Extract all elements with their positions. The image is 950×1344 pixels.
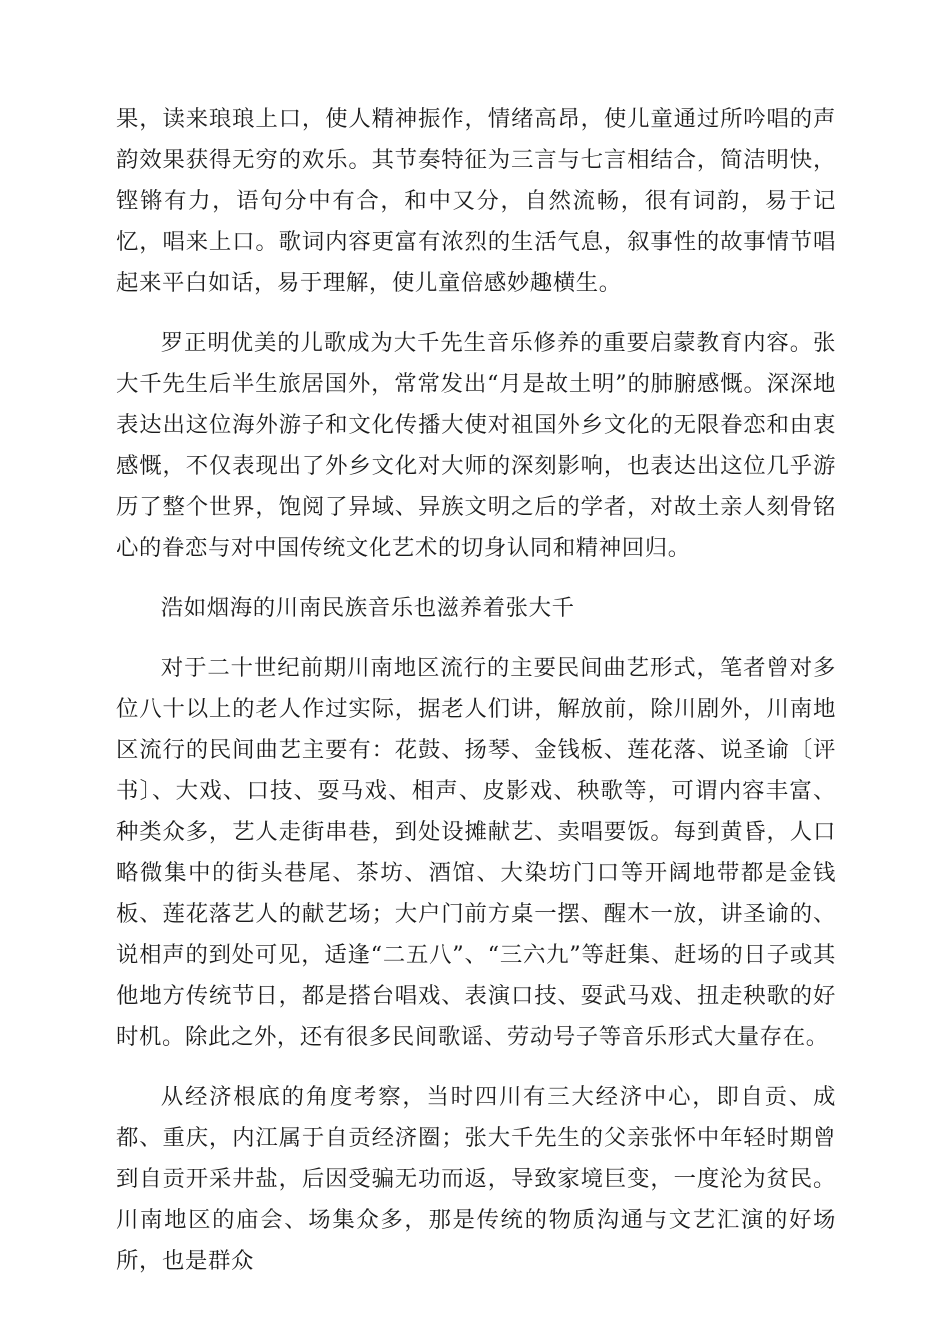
paragraph-continuation: 果，读来琅琅上口，使人精神振作，情绪高昂，使儿童通过所吟唱的声韵效果获得无穷的欢乐。其节奏特征为三言与七言相结合，简洁明快，铿锵有力，语句分中有合，和中又分，自然流畅，很有词韵，易于记忆，唱来上口。歌词内容更富有浓烈的生活气息，叙事性的故事情节唱起来平白如话，易于理解，使儿童倍感妙趣横生。 [116,106,836,296]
paragraph-folk-arts: 对于二十世纪前期川南地区流行的主要民间曲艺形式，笔者曾对多位八十以上的老人作过实际，据老人们讲，解放前，除川剧外，川南地区流行的民间曲艺主要有：花鼓、扬琴、金钱板、莲花落、说圣谕〔评书〕、大戏、口技、耍马戏、相声、皮影戏、秧歌等，可谓内容丰富、种类众多，艺人走街串巷，到处设摊献艺、卖唱要饭。每到黄昏，人口略微集中的街头巷尾、茶坊、酒馆、大染坊门口等开阔地带都是金钱板、莲花落艺人的献艺场；大户门前方桌一摆、醒木一放，讲圣谕的、说相声的到处可见，适逢“二五八”、“三六九”等赶集、赶场的日子或其他地方传统节日，都是搭台唱戏、表演口技、耍武马戏、扭走秧歌的好时机。除此之外，还有很多民间歌谣、劳动号子等音乐形式大量存在。 [116,655,836,1050]
paragraph-luo-zhengming: 罗正明优美的儿歌成为大千先生音乐修养的重要启蒙教育内容。张大千先生后半生旅居国外，常常发出“月是故土明”的肺腑感慨。深深地表达出这位海外游子和文化传播大使对祖国外乡文化的无限眷恋和由衷感慨，不仅表现出了外乡文化对大师的深刻影响，也表达出这位几乎游历了整个世界，饱阅了异域、异族文明之后的学者，对故土亲人刻骨铭心的眷恋与对中国传统文化艺术的切身认同和精神回归。 [116,330,836,561]
paragraph-economy: 从经济根底的角度考察，当时四川有三大经济中心，即自贡、成都、重庆，内江属于自贡经济圈；张大千先生的父亲张怀中年轻时期曾到自贡开采井盐，后因受骗无功而返，导致家境巨变，一度沦为贫民。川南地区的庙会、场集众多，那是传统的物质沟通与文艺汇演的好场所，也是群众 [116,1084,836,1274]
section-heading: 浩如烟海的川南民族音乐也滋养着张大千 [160,595,575,621]
document-body [116,99,836,1282]
